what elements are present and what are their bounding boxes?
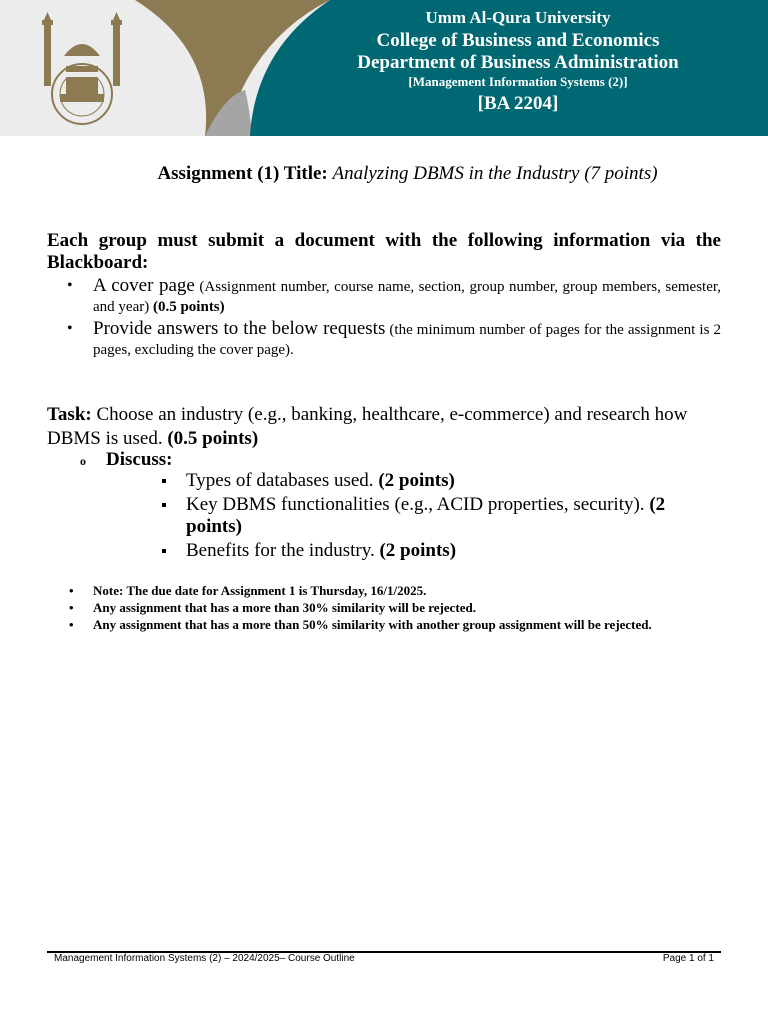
title-text: Analyzing DBMS in the Industry (7 points) bbox=[332, 163, 658, 184]
task-points: (0.5 points) bbox=[167, 428, 259, 449]
square-bullet-icon bbox=[162, 479, 166, 483]
task-description bbox=[47, 403, 721, 451]
bullet-icon: • bbox=[69, 583, 74, 598]
list-item bbox=[47, 599, 721, 616]
page-header bbox=[0, 0, 768, 136]
header-text bbox=[238, 8, 768, 115]
notes-list bbox=[47, 582, 721, 633]
discuss-item-text: Benefits for the industry. bbox=[186, 540, 375, 561]
requirements-list bbox=[47, 276, 721, 362]
requirement-detail: (the minimum number of pages for the assignment is 2 pages, excluding the cover page). bbox=[93, 322, 721, 358]
footer-course-outline: Management Information Systems (2) – 2024/2025– Course Outline bbox=[54, 953, 355, 964]
discuss-item-text: Key DBMS functionalities (e.g., ACID properties, security). bbox=[186, 494, 645, 515]
submission-instructions: Each group must submit a document with the following information via the Blackboard: bbox=[47, 230, 721, 273]
bullet-icon: • bbox=[69, 617, 74, 632]
circle-bullet-icon: o bbox=[80, 453, 86, 468]
requirement-detail: (Assignment number, course name, section, group number, group members, semester, and year) bbox=[93, 279, 722, 315]
list-item bbox=[160, 470, 720, 492]
discuss-item-points: (2 points) bbox=[379, 540, 457, 561]
list-item bbox=[47, 319, 721, 360]
requirement-main: A cover page bbox=[93, 275, 195, 296]
assignment-title bbox=[0, 163, 768, 185]
note-text: Note: The due date for Assignment 1 is Thursday, 16/1/2025. bbox=[93, 583, 427, 598]
course-code: [BA 2204] bbox=[477, 93, 559, 115]
discuss-item-text: Types of databases used. bbox=[186, 470, 374, 491]
title-label: Assignment (1) Title: bbox=[157, 163, 328, 184]
university-seal-icon bbox=[36, 10, 128, 128]
discuss-item-points: (2 points) bbox=[186, 494, 666, 537]
discuss-heading bbox=[80, 448, 173, 473]
discuss-item-points: (2 points) bbox=[378, 470, 455, 491]
square-bullet-icon bbox=[162, 503, 166, 507]
list-item bbox=[47, 276, 721, 317]
course-name: [Management Information Systems (2)] bbox=[408, 74, 628, 90]
list-item bbox=[160, 540, 720, 562]
task-text: Choose an industry (e.g., banking, healthcare, e-commerce) and research how DBMS is used. bbox=[47, 404, 688, 449]
footer-page-number: Page 1 of 1 bbox=[662, 953, 714, 964]
list-item bbox=[47, 616, 721, 633]
bullet-icon: • bbox=[67, 320, 73, 337]
list-item bbox=[160, 494, 720, 538]
department-name: Department of Business Administration bbox=[357, 52, 679, 74]
note-text: Any assignment that has a more than 30% similarity will be rejected. bbox=[93, 600, 476, 615]
note-text: Any assignment that has a more than 50% similarity with another group assignment will be rejected. bbox=[93, 617, 652, 632]
list-item bbox=[47, 582, 721, 599]
square-bullet-icon bbox=[162, 549, 166, 553]
requirement-points: (0.5 points) bbox=[152, 299, 225, 315]
university-name: Umm Al-Qura University bbox=[425, 8, 611, 27]
task-label: Task: bbox=[47, 404, 92, 425]
discuss-label: Discuss: bbox=[106, 449, 173, 470]
requirement-main: Provide answers to the below requests bbox=[93, 318, 386, 339]
bullet-icon: • bbox=[67, 277, 73, 294]
bullet-icon: • bbox=[69, 600, 74, 615]
discuss-list bbox=[160, 470, 720, 564]
college-name: College of Business and Economics bbox=[376, 29, 660, 51]
